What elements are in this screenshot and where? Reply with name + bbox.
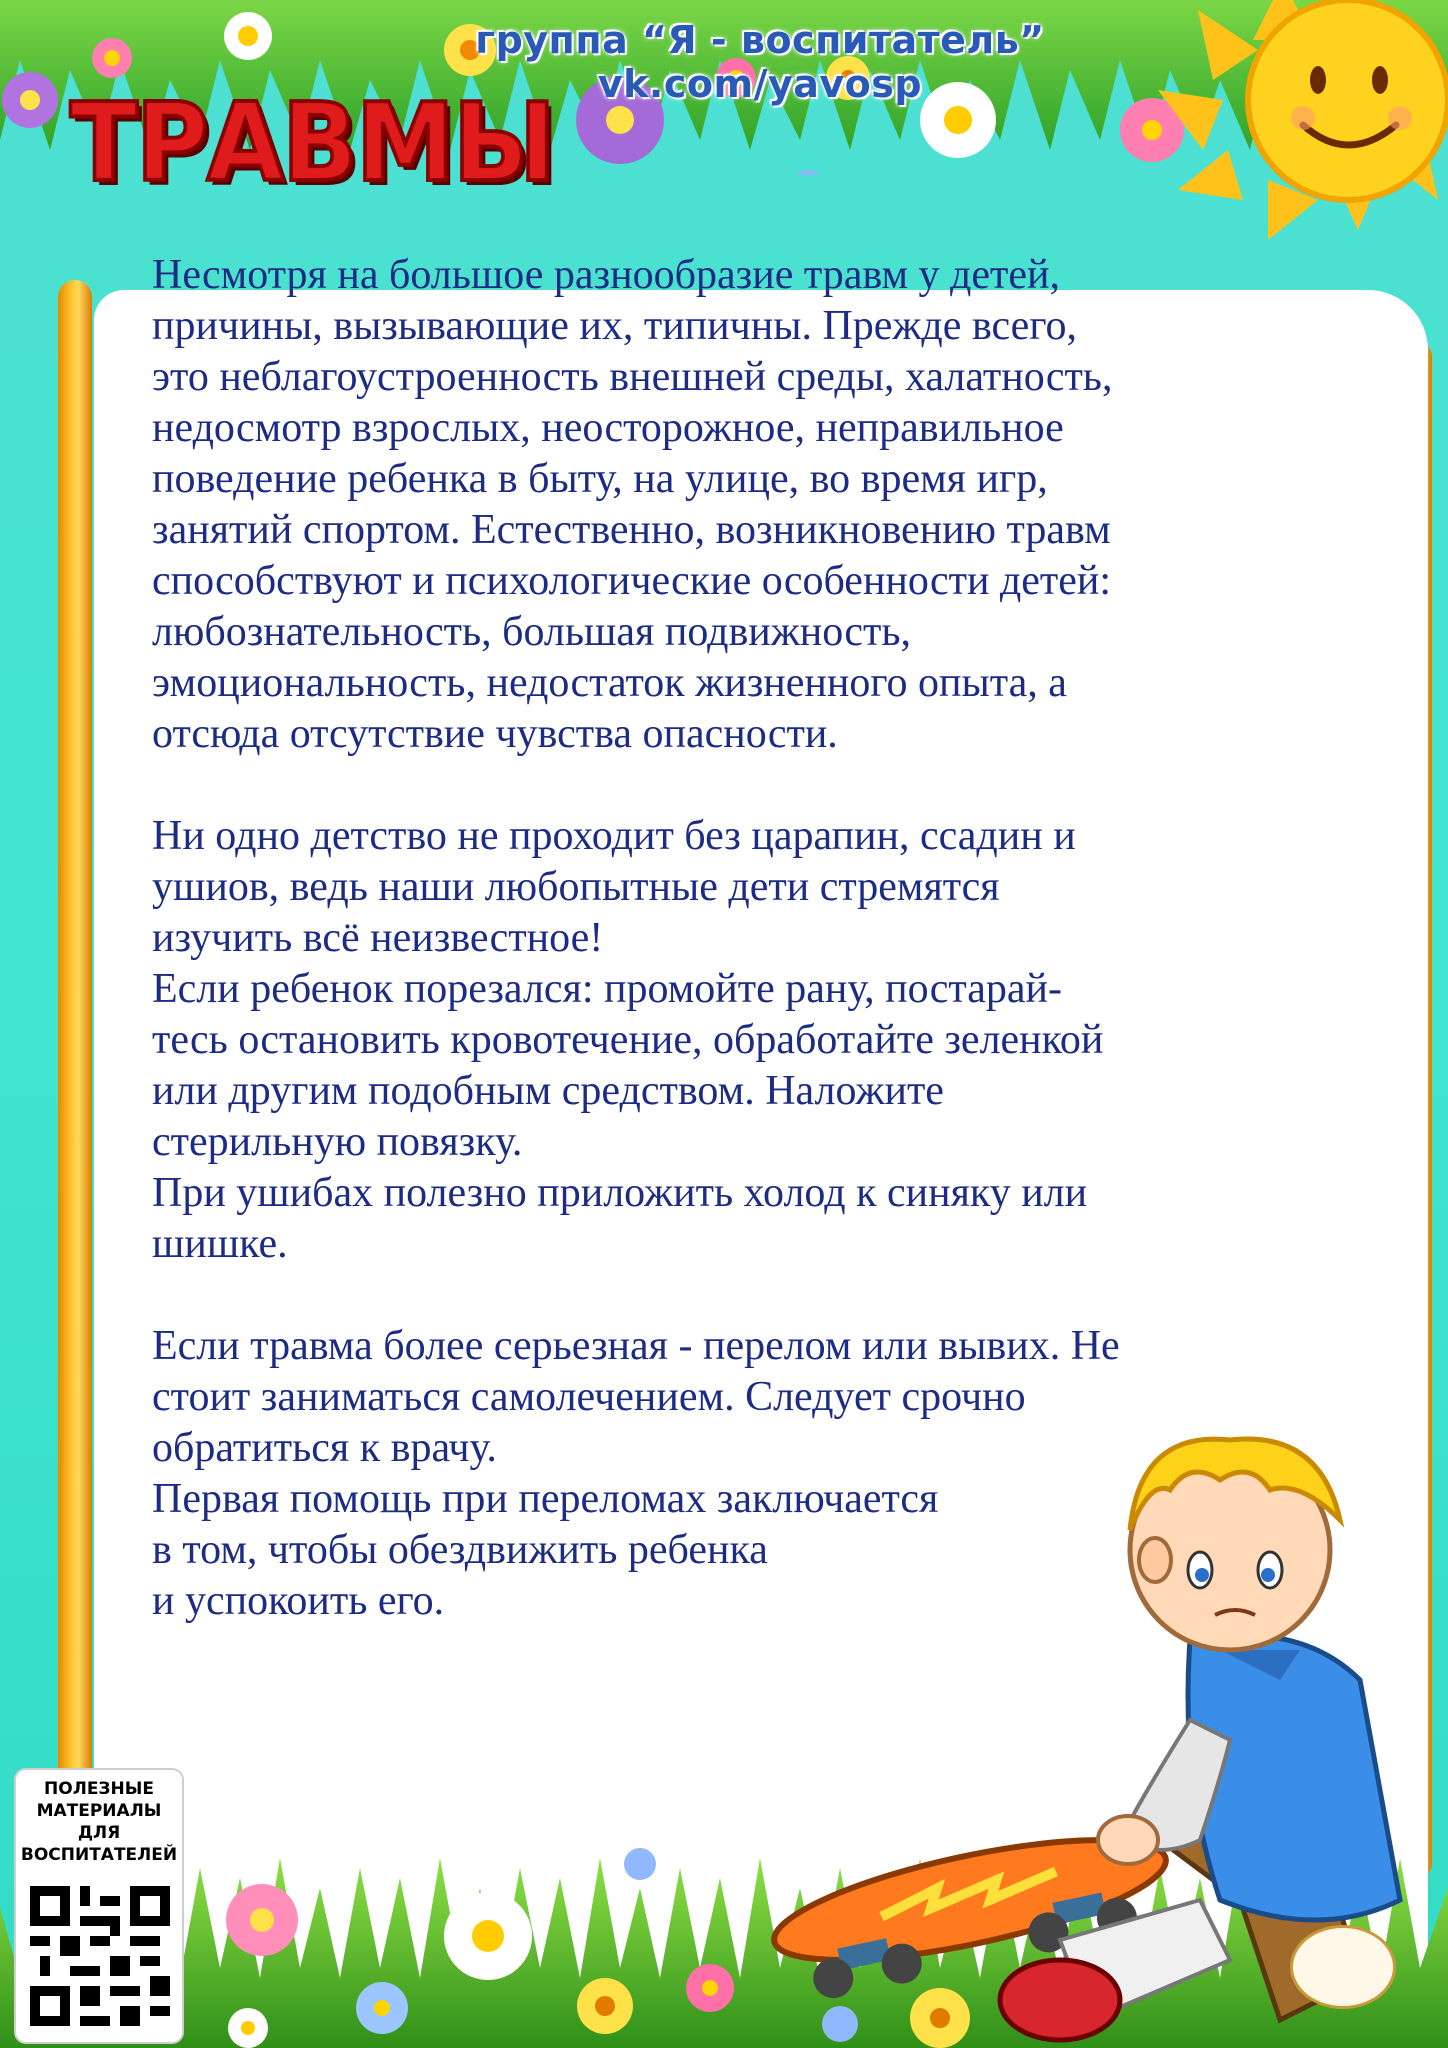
qr-caption: ПОЛЕЗНЫЕ МАТЕРИАЛЫ ДЛЯ ВОСПИТАТЕЛЕЙ [20,1779,178,1865]
frame-pole-left [58,280,92,1880]
article-paragraph: Несмотря на большое разнообразие травм у детей, причины, вызывающие их, типичны. Прежде всего, это неблагоустроенность внешней среды, халатность, недосмотр взрослых, неосторожное, неправильное поведение ребенка в быту, на улице, во время игр, занятий спортом. Естественно, возникновению травм способствуют и психологические особенности детей: любознательность, большая подвижность, эмоциональность, недостаток жизненного опыта, а отсюда отсутствие чувства опасности. [152,252,1113,757]
article-paragraph: Первая помощь при переломах заключается в том, чтобы обездвижить ребенка и успокоить его. [152,1476,939,1624]
qr-code-icon[interactable] [30,1886,170,2026]
article-paragraph: Если травма более серьезная - перелом или вывих. Не стоит заниматься самолечением. Следует срочно обратиться к врачу. [152,1323,1120,1471]
article-paragraph: При ушибах полезно приложить холод к синяку или шишке. [152,1170,1088,1267]
article-paragraph: Ни одно детство не проходит без царапин, ссадин и ушиов, ведь наши любопытные дети стремятся изучить всё неизвестное! [152,813,1076,961]
article-paragraph: Если ребенок порезался: промойте рану, постарай- тесь остановить кровотечение, обработайте зеленкой или другим подобным средством. Наложите стерильную повязку. [152,966,1104,1165]
logo-icon [1290,1925,1396,2009]
page-title: ТРАВМЫ [70,81,555,206]
group-link[interactable]: группа “Я - воспитатель” vk.com/yavosp [475,18,1045,106]
sun-icon [1118,0,1448,250]
qr-block[interactable] [14,1768,184,2044]
